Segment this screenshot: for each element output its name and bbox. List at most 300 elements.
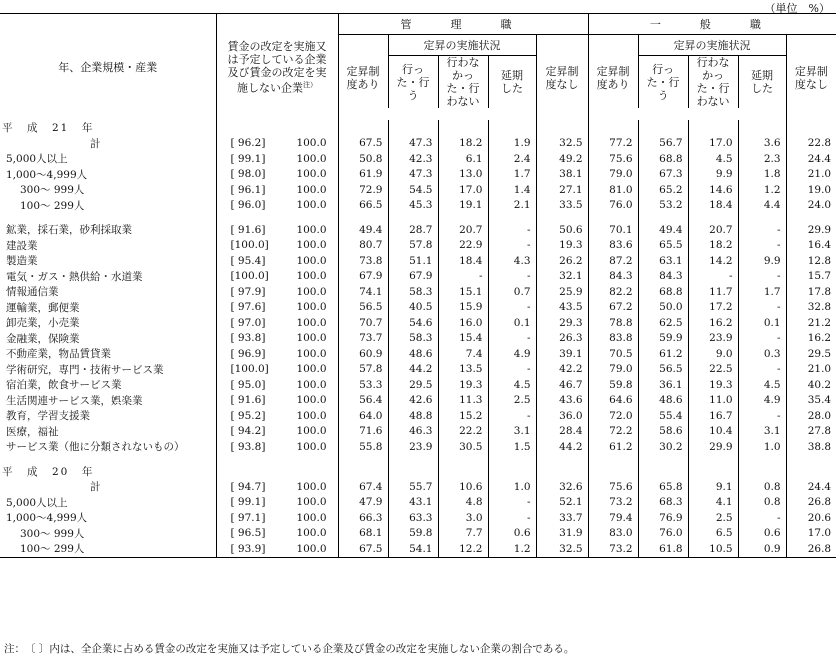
mgr-postponed-value: - xyxy=(488,408,536,424)
gen-has-system-value: 77.2 xyxy=(588,136,638,152)
year-row xyxy=(0,464,836,480)
row-label: 製造業 xyxy=(6,255,38,268)
empty-cell xyxy=(688,213,738,222)
mgr-has-system-value: 47.9 xyxy=(338,495,388,511)
gen-postponed-value: 0.8 xyxy=(738,479,786,495)
gen-postponed-value: 1.8 xyxy=(738,167,786,183)
table-row xyxy=(0,315,836,331)
spacer-row xyxy=(0,213,836,222)
empty-cell xyxy=(488,464,536,480)
empty-cell xyxy=(588,120,638,136)
table-body xyxy=(0,120,836,557)
empty-cell xyxy=(638,464,688,480)
mgr-has-system-value: 50.8 xyxy=(338,151,388,167)
share-cell xyxy=(216,495,338,511)
table-row xyxy=(0,151,836,167)
mgr-postponed-value: 2.1 xyxy=(488,198,536,214)
empty-cell xyxy=(738,213,786,222)
mgr-no-system-header: 定昇制度なし xyxy=(536,35,588,121)
gen-did-not-value: 2.5 xyxy=(688,510,738,526)
empty-cell xyxy=(638,455,688,464)
mgr-no-system-value: 42.2 xyxy=(536,362,588,378)
mgr-did-not-value: 13.5 xyxy=(438,362,488,378)
share-bracket: [ 99.1] xyxy=(230,152,266,165)
table-row xyxy=(0,510,836,526)
row-label: 5,000人以上 xyxy=(6,153,68,166)
share-base: 100.0 xyxy=(296,511,327,524)
row-label: 生活関連サービス業，娯楽業 xyxy=(6,394,143,407)
mgr-did-value: 54.5 xyxy=(388,182,438,198)
row-label: 300～ 999人 xyxy=(20,184,85,197)
gen-postponed-value: 0.8 xyxy=(738,495,786,511)
mgr-has-system-value: 64.0 xyxy=(338,408,388,424)
mgr-did-value: 57.8 xyxy=(388,238,438,254)
gen-did-not-value: 10.4 xyxy=(688,424,738,440)
share-cell xyxy=(216,479,338,495)
mgr-did-not-value: 17.0 xyxy=(438,182,488,198)
gen-has-system-value: 79.0 xyxy=(588,167,638,183)
mgr-did-not-value: 15.2 xyxy=(438,408,488,424)
mgr-no-system-value: 26.2 xyxy=(536,253,588,269)
gen-no-system-value: 19.0 xyxy=(786,182,836,198)
gen-did-value: 68.8 xyxy=(638,151,688,167)
gen-did-not-value: 9.0 xyxy=(688,346,738,362)
share-base: 100.0 xyxy=(296,409,327,422)
mgr-did-not-value: 13.0 xyxy=(438,167,488,183)
row-label: 100～ 299人 xyxy=(0,541,216,557)
gen-has-system-value: 61.2 xyxy=(588,439,638,455)
gen-did-value: 56.5 xyxy=(638,362,688,378)
table-row xyxy=(0,269,836,285)
mgr-did-not-value: 22.9 xyxy=(438,238,488,254)
gen-postponed-value: 0.1 xyxy=(738,315,786,331)
mgr-postponed-value: 1.4 xyxy=(488,182,536,198)
empty-cell xyxy=(588,464,638,480)
share-bracket: [ 93.8] xyxy=(230,440,266,453)
gen-did-value: 84.3 xyxy=(638,269,688,285)
mgr-no-system-value: 32.5 xyxy=(536,136,588,152)
gen-did-value: 65.2 xyxy=(638,182,688,198)
table-row xyxy=(0,393,836,409)
empty-cell xyxy=(388,120,438,136)
mgr-postponed-value: - xyxy=(488,222,536,238)
mgr-did-not-value: 19.3 xyxy=(438,377,488,393)
share-header-text: 賃金の改定を実施又は予定している企業及び賃金の改定を実施しない企業 xyxy=(227,39,327,95)
mgr-did-value: 48.8 xyxy=(388,408,438,424)
share-cell xyxy=(216,393,338,409)
empty-cell xyxy=(588,213,638,222)
spacer-row xyxy=(0,455,836,464)
mgr-did-not-value: - xyxy=(438,269,488,285)
mgr-no-system-value: 33.7 xyxy=(536,510,588,526)
mgr-has-system-header: 定昇制度あり xyxy=(338,35,388,121)
mgr-postponed-value: 1.9 xyxy=(488,136,536,152)
mgr-no-system-value: 46.7 xyxy=(536,377,588,393)
share-cell xyxy=(216,222,338,238)
share-bracket: [ 91.6] xyxy=(230,223,266,236)
empty-cell xyxy=(638,213,688,222)
mgr-no-system-value: 43.5 xyxy=(536,300,588,316)
share-cell xyxy=(216,362,338,378)
mgr-did-value: 48.6 xyxy=(388,346,438,362)
gen-no-system-value: 15.7 xyxy=(786,269,836,285)
gen-postponed-header: 延期した xyxy=(738,56,786,109)
empty-cell xyxy=(688,455,738,464)
mgr-has-system-value: 71.6 xyxy=(338,424,388,440)
share-bracket: [ 95.4] xyxy=(230,254,266,267)
gen-did-value: 56.7 xyxy=(638,136,688,152)
gen-no-system-value: 40.2 xyxy=(786,377,836,393)
gen-has-system-value: 70.5 xyxy=(588,346,638,362)
row-label: 不動産業，物品賃貸業 xyxy=(6,348,111,361)
empty-cell xyxy=(488,120,536,136)
share-bracket: [ 96.0] xyxy=(230,199,266,212)
share-bracket: [100.0] xyxy=(230,270,269,283)
gen-has-system-header: 定昇制度あり xyxy=(588,35,638,121)
gen-has-system-value: 75.6 xyxy=(588,479,638,495)
gen-did-not-value: 20.7 xyxy=(688,222,738,238)
mgr-has-system-value: 73.7 xyxy=(338,331,388,347)
gen-no-system-header: 定昇制度なし xyxy=(786,35,836,121)
mgr-has-system-value: 68.1 xyxy=(338,526,388,542)
year-label: 平 成 20 年 xyxy=(2,465,95,478)
empty-cell xyxy=(786,455,836,464)
mgr-no-system-value: 32.5 xyxy=(536,541,588,557)
share-bracket: [ 97.0] xyxy=(230,316,266,329)
gen-did-value: 65.8 xyxy=(638,479,688,495)
empty-cell xyxy=(738,120,786,136)
mgr-has-system-value: 61.9 xyxy=(338,167,388,183)
gen-has-system-value: 82.2 xyxy=(588,284,638,300)
mgr-did-value: 54.1 xyxy=(388,541,438,557)
gen-postponed-value: 0.3 xyxy=(738,346,786,362)
year-label: 平 成 21 年 xyxy=(2,122,95,135)
gen-did-value: 53.2 xyxy=(638,198,688,214)
gen-postponed-value: - xyxy=(738,238,786,254)
empty-cell xyxy=(688,464,738,480)
mgr-did-not-value: 15.4 xyxy=(438,331,488,347)
share-base: 100.0 xyxy=(296,347,327,360)
gen-no-system-value: 20.6 xyxy=(786,510,836,526)
mgr-did-header: 行った・行う xyxy=(388,56,438,109)
mgr-has-system-value: 70.7 xyxy=(338,315,388,331)
gen-did-value: 58.6 xyxy=(638,424,688,440)
gen-has-system-value: 75.6 xyxy=(588,151,638,167)
share-cell xyxy=(216,182,338,198)
row-label: 計 xyxy=(90,137,101,150)
table-row xyxy=(0,182,836,198)
share-bracket: [ 94.2] xyxy=(230,425,266,438)
gen-postponed-value: 4.5 xyxy=(738,377,786,393)
mgr-did-not-value: 15.1 xyxy=(438,284,488,300)
empty-cell xyxy=(338,213,388,222)
mgr-did-value: 55.7 xyxy=(388,479,438,495)
mgr-did-not-value: 18.2 xyxy=(438,136,488,152)
row-label: 計 xyxy=(90,481,101,494)
mgr-did-not-value: 22.2 xyxy=(438,424,488,440)
table-row xyxy=(0,526,836,542)
share-bracket: [ 97.6] xyxy=(230,301,266,314)
gen-did-not-value: 16.7 xyxy=(688,408,738,424)
mgr-has-system-value: 55.8 xyxy=(338,439,388,455)
mgr-no-system-value: 44.2 xyxy=(536,439,588,455)
row-label: 情報通信業 xyxy=(6,286,59,299)
mgr-did-value: 28.7 xyxy=(388,222,438,238)
gen-no-system-value: 17.0 xyxy=(786,526,836,542)
share-bracket: [ 93.9] xyxy=(230,542,266,555)
mgr-has-system-value: 67.5 xyxy=(338,136,388,152)
gen-did-value: 48.6 xyxy=(638,393,688,409)
table-row xyxy=(0,331,836,347)
group-header-general: 一 般 職 xyxy=(588,14,836,35)
row-label: 300～ 999人 xyxy=(20,527,85,540)
empty-cell xyxy=(536,464,588,480)
gen-did-not-value: 22.5 xyxy=(688,362,738,378)
gen-status-header: 定昇の実施状況 xyxy=(638,35,786,56)
share-base: 100.0 xyxy=(296,168,327,181)
empty-cell xyxy=(588,455,638,464)
share-cell xyxy=(216,151,338,167)
table-row xyxy=(0,424,836,440)
gen-has-system-value: 67.2 xyxy=(588,300,638,316)
gen-no-system-value: 32.8 xyxy=(786,300,836,316)
share-base: 100.0 xyxy=(296,254,327,267)
gen-did-not-value: 6.5 xyxy=(688,526,738,542)
mgr-has-system-value: 80.7 xyxy=(338,238,388,254)
gen-postponed-value: - xyxy=(738,269,786,285)
gen-no-system-value: 24.4 xyxy=(786,151,836,167)
gen-did-value: 61.2 xyxy=(638,346,688,362)
empty-cell xyxy=(0,455,216,464)
empty-cell xyxy=(216,120,338,136)
empty-cell xyxy=(0,213,216,222)
mgr-did-not-header: 行わなかった・行わない xyxy=(438,56,488,109)
row-label: 卸売業，小売業 xyxy=(6,317,80,330)
table-row xyxy=(0,136,836,152)
mgr-postponed-value: 1.7 xyxy=(488,167,536,183)
mgr-postponed-value: - xyxy=(488,495,536,511)
mgr-did-value: 29.5 xyxy=(388,377,438,393)
gen-did-not-value: 29.9 xyxy=(688,439,738,455)
table-row xyxy=(0,377,836,393)
gen-no-system-value: 16.2 xyxy=(786,331,836,347)
wage-revision-table xyxy=(0,13,836,558)
share-base: 100.0 xyxy=(296,496,327,509)
share-cell xyxy=(216,424,338,440)
gen-did-value: 55.4 xyxy=(638,408,688,424)
share-cell xyxy=(216,541,338,557)
gen-postponed-value: 1.0 xyxy=(738,439,786,455)
share-cell xyxy=(216,377,338,393)
mgr-no-system-value: 31.9 xyxy=(536,526,588,542)
table-row xyxy=(0,495,836,511)
gen-has-system-value: 78.8 xyxy=(588,315,638,331)
mgr-no-system-value: 32.6 xyxy=(536,479,588,495)
empty-cell xyxy=(438,120,488,136)
gen-has-system-value: 72.2 xyxy=(588,424,638,440)
gen-postponed-value: 3.6 xyxy=(738,136,786,152)
mgr-no-system-value: 28.4 xyxy=(536,424,588,440)
mgr-did-not-value: 18.4 xyxy=(438,253,488,269)
table-row xyxy=(0,238,836,254)
mgr-postponed-header: 延期した xyxy=(488,56,536,109)
gen-did-not-value: 14.2 xyxy=(688,253,738,269)
mgr-did-not-value: 4.8 xyxy=(438,495,488,511)
share-cell xyxy=(216,238,338,254)
empty-cell xyxy=(338,120,388,136)
table-row xyxy=(0,541,836,557)
share-bracket: [ 95.2] xyxy=(230,409,266,422)
gen-did-value: 30.2 xyxy=(638,439,688,455)
gen-no-system-value: 17.8 xyxy=(786,284,836,300)
mgr-has-system-value: 74.1 xyxy=(338,284,388,300)
table-row xyxy=(0,346,836,362)
gen-postponed-value: 1.2 xyxy=(738,182,786,198)
gen-did-not-value: 9.1 xyxy=(688,479,738,495)
mgr-did-value: 63.3 xyxy=(388,510,438,526)
empty-cell xyxy=(786,120,836,136)
share-base: 100.0 xyxy=(296,425,327,438)
share-base: 100.0 xyxy=(296,285,327,298)
row-label: 100～ 299人 xyxy=(20,199,85,212)
row-label: 金融業，保険業 xyxy=(6,332,80,345)
share-base: 100.0 xyxy=(296,152,327,165)
row-label: 医療，福祉 xyxy=(6,425,59,438)
gen-has-system-value: 59.8 xyxy=(588,377,638,393)
gen-did-not-value: 16.2 xyxy=(688,315,738,331)
table-row xyxy=(0,284,836,300)
mgr-postponed-value: 4.5 xyxy=(488,377,536,393)
empty-cell xyxy=(488,455,536,464)
mgr-postponed-value: - xyxy=(488,510,536,526)
mgr-did-value: 44.2 xyxy=(388,362,438,378)
mgr-has-system-value: 57.8 xyxy=(338,362,388,378)
mgr-no-system-value: 25.9 xyxy=(536,284,588,300)
empty-cell xyxy=(688,120,738,136)
share-base: 100.0 xyxy=(296,183,327,196)
empty-cell xyxy=(536,120,588,136)
gen-did-not-value: 19.3 xyxy=(688,377,738,393)
empty-cell xyxy=(388,464,438,480)
gen-postponed-value: - xyxy=(738,222,786,238)
table-row xyxy=(0,300,836,316)
share-bracket: [ 96.9] xyxy=(230,347,266,360)
gen-did-value: 50.0 xyxy=(638,300,688,316)
share-base: 100.0 xyxy=(296,394,327,407)
mgr-has-system-value: 66.5 xyxy=(338,198,388,214)
share-cell xyxy=(216,331,338,347)
mgr-has-system-value: 73.8 xyxy=(338,253,388,269)
gen-postponed-value: - xyxy=(738,408,786,424)
table-row xyxy=(0,198,836,214)
mgr-no-system-value: 27.1 xyxy=(536,182,588,198)
share-bracket: [ 97.9] xyxy=(230,285,266,298)
gen-did-not-value: 10.5 xyxy=(688,541,738,557)
year-row xyxy=(0,120,836,136)
share-cell xyxy=(216,439,338,455)
gen-postponed-value: - xyxy=(738,362,786,378)
gen-has-system-value: 72.0 xyxy=(588,408,638,424)
table-row xyxy=(0,167,836,183)
share-cell xyxy=(216,300,338,316)
share-base: 100.0 xyxy=(296,332,327,345)
mgr-no-system-value: 52.1 xyxy=(536,495,588,511)
row-label: 1,000～4,999人 xyxy=(6,168,88,181)
share-bracket: [ 95.0] xyxy=(230,378,266,391)
share-cell xyxy=(216,136,338,152)
gen-did-not-value: 23.9 xyxy=(688,331,738,347)
mgr-postponed-value: - xyxy=(488,269,536,285)
share-bracket: [ 98.0] xyxy=(230,168,266,181)
mgr-no-system-value: 19.3 xyxy=(536,238,588,254)
gen-did-value: 76.9 xyxy=(638,510,688,526)
share-bracket: [ 94.7] xyxy=(230,480,266,493)
gen-no-system-value: 21.0 xyxy=(786,362,836,378)
table-row xyxy=(0,439,836,455)
gen-postponed-value: 1.7 xyxy=(738,284,786,300)
gen-postponed-value: 4.4 xyxy=(738,198,786,214)
mgr-no-system-value: 36.0 xyxy=(536,408,588,424)
mgr-has-system-value: 56.4 xyxy=(338,393,388,409)
share-cell xyxy=(216,269,338,285)
gen-did-not-value: 17.2 xyxy=(688,300,738,316)
mgr-has-system-value: 67.4 xyxy=(338,479,388,495)
gen-postponed-value: 4.9 xyxy=(738,393,786,409)
share-base: 100.0 xyxy=(296,542,327,555)
mgr-has-system-value: 66.3 xyxy=(338,510,388,526)
mgr-did-value: 23.9 xyxy=(388,439,438,455)
empty-cell xyxy=(786,213,836,222)
mgr-no-system-value: 29.3 xyxy=(536,315,588,331)
empty-cell xyxy=(536,213,588,222)
gen-has-system-value: 84.3 xyxy=(588,269,638,285)
table-row xyxy=(0,362,836,378)
mgr-no-system-value: 33.5 xyxy=(536,198,588,214)
mgr-postponed-value: 1.2 xyxy=(488,541,536,557)
gen-did-value: 67.3 xyxy=(638,167,688,183)
mgr-postponed-value: 2.5 xyxy=(488,393,536,409)
row-label: 5,000人以上 xyxy=(6,496,68,509)
gen-did-not-value: 14.6 xyxy=(688,182,738,198)
mgr-did-not-value: 11.3 xyxy=(438,393,488,409)
mgr-no-system-value: 32.1 xyxy=(536,269,588,285)
table-row xyxy=(0,479,836,495)
empty-cell xyxy=(216,455,338,464)
mgr-did-not-value: 7.4 xyxy=(438,346,488,362)
mgr-has-system-value: 49.4 xyxy=(338,222,388,238)
gen-no-system-value: 27.8 xyxy=(786,424,836,440)
share-header-note: 注） xyxy=(303,80,317,89)
mgr-no-system-value: 39.1 xyxy=(536,346,588,362)
unit-label: （単位 %） xyxy=(764,2,830,15)
share-cell xyxy=(216,253,338,269)
gen-no-system-value: 29.5 xyxy=(786,346,836,362)
gen-did-value: 49.4 xyxy=(638,222,688,238)
mgr-no-system-value: 43.6 xyxy=(536,393,588,409)
gen-has-system-value: 79.0 xyxy=(588,362,638,378)
gen-no-system-value: 21.2 xyxy=(786,315,836,331)
mgr-postponed-value: 0.1 xyxy=(488,315,536,331)
mgr-did-value: 51.1 xyxy=(388,253,438,269)
gen-no-system-value: 24.0 xyxy=(786,198,836,214)
mgr-did-not-value: 20.7 xyxy=(438,222,488,238)
mgr-did-value: 42.6 xyxy=(388,393,438,409)
gen-has-system-value: 79.4 xyxy=(588,510,638,526)
share-cell xyxy=(216,526,338,542)
mgr-did-value: 45.3 xyxy=(388,198,438,214)
mgr-did-not-value: 7.7 xyxy=(438,526,488,542)
footnote: 注： 〔 〕内は、全企業に占める賃金の改定を実施又は予定している企業及び賃金の改定を実施しない企業の割合である。 xyxy=(4,643,575,655)
